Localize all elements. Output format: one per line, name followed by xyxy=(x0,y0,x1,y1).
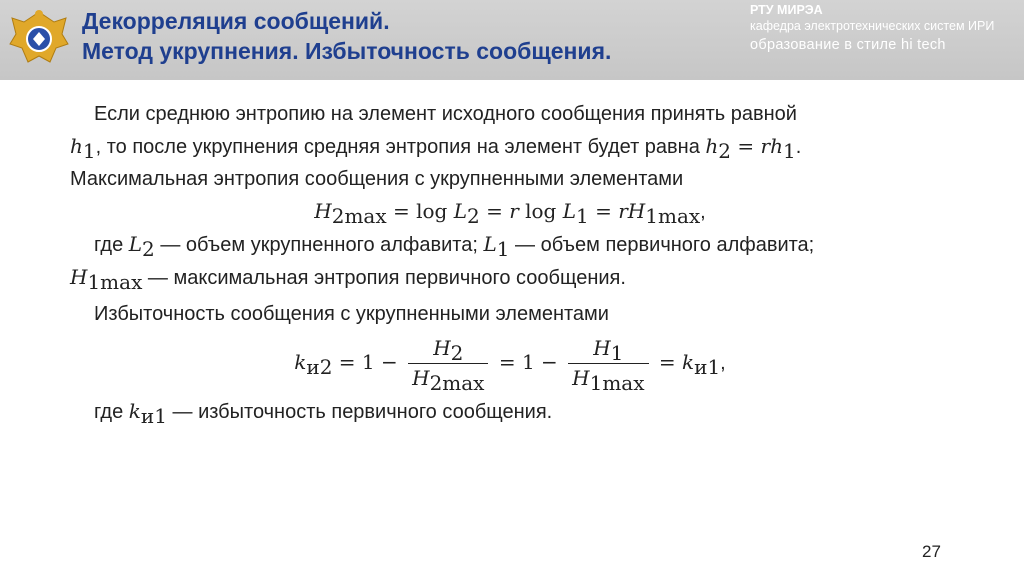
page-number: 27 xyxy=(922,542,941,561)
paragraph-1: Если среднюю энтропию на элемент исходного сообщения принять равной $h_1$, то после укрупнения средняя энтропия на элемент будет равна $h_2 = rh_1$. Максимальная энтропия сообщения с укрупненными элементами xyxy=(70,103,802,190)
slide-content xyxy=(70,98,950,428)
title-line-2: Метод укрупнения. Избыточность сообщения. xyxy=(82,38,612,64)
formula-redundancy: $k_{и2} = 1$ − $\frac{H_2}{H_{2max}}$ = 1 − $\frac{H_1}{H_{1max}}$ = $k_{и1}$, xyxy=(294,336,726,395)
university-emblem-icon xyxy=(4,4,74,74)
fraction-h1: $\frac{H_1}{H_{1max}}$ xyxy=(568,334,648,393)
p2-text-1: где xyxy=(94,234,124,256)
paragraph-3: Избыточность сообщения с укрупненными элементами xyxy=(94,303,609,325)
slide-title xyxy=(82,6,611,66)
paragraph-2: где $L_2$ — объем укрупненного алфавита; $L_1$ — объем первичного алфавита; $H_{1max}$ — максимальная энтропия первичного сообщения. xyxy=(70,232,815,294)
brand-block xyxy=(750,2,1020,56)
p2-text-4: — максимальная энтропия первичного сообщения. xyxy=(142,267,626,289)
p1-text-2: , то после укрупнения средняя энтропия на элемент будет равна xyxy=(95,136,700,158)
fraction-h2: $\frac{H_2}{H_{2max}}$ xyxy=(408,334,488,393)
slide-header xyxy=(0,0,1024,80)
brand-university: РТУ МИРЭА xyxy=(750,3,823,17)
brand-department: кафедра электротехнических систем ИРИ xyxy=(750,19,995,33)
p1-text-1: Если среднюю энтропию на элемент исходного сообщения принять равной xyxy=(94,103,797,125)
formula-h2max: $H_{2max} = \log L_2 = r$ $\log L_1 = rH_{1max}$, xyxy=(314,199,706,228)
title-line-1: Декорреляция сообщений. xyxy=(82,8,390,34)
p4-text-1: где xyxy=(94,401,124,423)
p4-text-2: — избыточность первичного сообщения. xyxy=(166,401,553,423)
brand-slogan: образование в стиле hi tech xyxy=(750,37,946,53)
p2-text-2: — объем укрупненного алфавита; xyxy=(154,234,478,256)
paragraph-4: где $k_{и1}$ — избыточность первичного сообщения. xyxy=(94,399,553,428)
p2-text-3: — объем первичного алфавита; xyxy=(509,234,815,256)
p1-text-3: Максимальная энтропия сообщения с укрупненными элементами xyxy=(70,168,684,190)
